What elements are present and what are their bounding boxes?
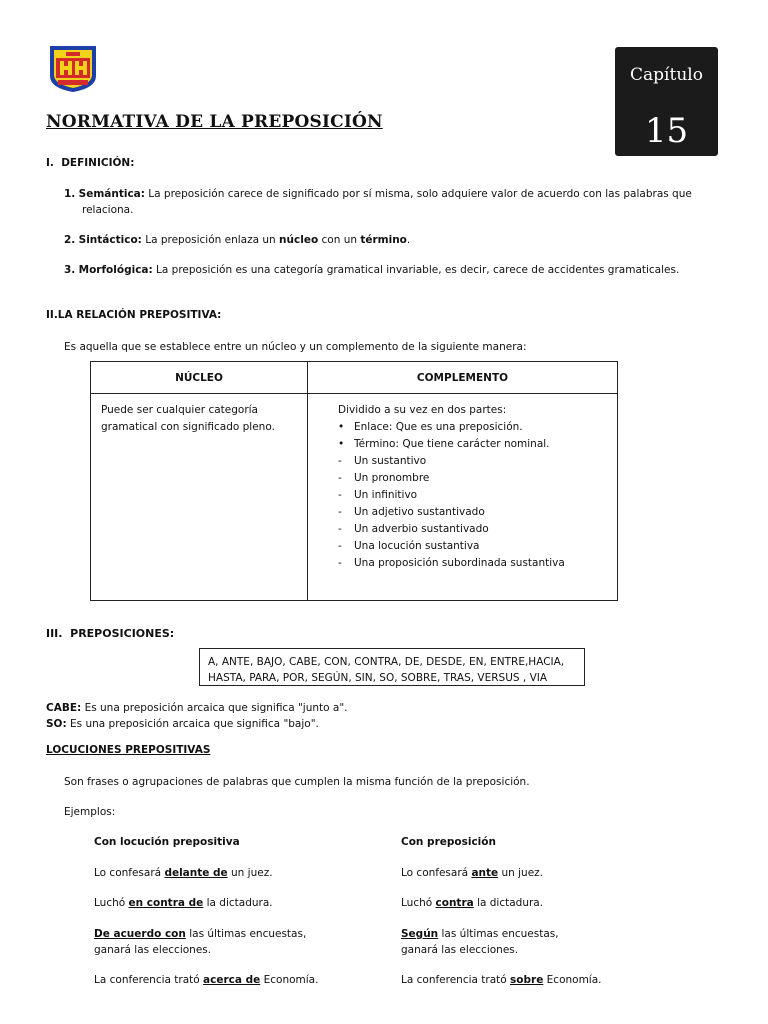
example-left-2: Luchó en contra de la dictadura. xyxy=(94,897,273,909)
table-header-complemento: COMPLEMENTO xyxy=(308,362,618,394)
definition-item-2: 2. Sintáctico: La preposición enlaza un núcleo con un término. xyxy=(64,234,411,246)
prepositions-list-box: A, ANTE, BAJO, CABE, CON, CONTRA, DE, DESDE, EN, ENTRE,HACIA, HASTA, PARA, POR, SEGÚN, SIN, SO, SOBRE, TRAS, VERSUS , VIA xyxy=(199,648,585,686)
list-item: - Un adverbio sustantivado xyxy=(338,523,489,535)
page-title: NORMATIVA DE LA PREPOSICIÓN xyxy=(46,112,383,132)
section-1-heading xyxy=(46,157,134,169)
list-item: • Término: Que tiene carácter nominal. xyxy=(338,438,550,450)
list-item: - Un infinitivo xyxy=(338,489,418,501)
example-right-4: La conferencia trató sobre Economía. xyxy=(401,974,602,986)
definition-item-1-cont: relaciona. xyxy=(82,204,134,216)
locuciones-intro: Son frases o agrupaciones de palabras que cumplen la misma función de la preposición. xyxy=(64,776,530,788)
list-item: - Una proposición subordinada sustantiva xyxy=(338,557,565,569)
complemento-cell: Dividido a su vez en dos partes: • Enlace: Que es una preposición. • Término: Que tiene carácter nominal. - Un sustantivo - Un pronombre - Un infinitivo - Un adjetivo sustantivado - Un adverbio sustantivado - Una locución sustantiva - Una proposición subordinada sustantiva xyxy=(308,394,618,601)
example-left-3-cont: ganará las elecciones. xyxy=(94,944,212,956)
chapter-badge xyxy=(615,47,718,156)
section-1-number: I. xyxy=(46,157,54,169)
section-1-title: DEFINICIÓN: xyxy=(61,157,135,169)
note-so: SO: Es una preposición arcaica que significa "bajo". xyxy=(46,718,319,730)
definition-label: Sintáctico: xyxy=(78,234,142,246)
col-header-preposicion: Con preposición xyxy=(401,836,496,848)
example-right-3: Según las últimas encuestas, xyxy=(401,928,559,940)
list-item: - Una locución sustantiva xyxy=(338,540,480,552)
list-item: - Un adjetivo sustantivado xyxy=(338,506,485,518)
definition-item-1: 1. Semántica: La preposición carece de significado por sí misma, solo adquiere valor de acuerdo con las palabras que xyxy=(64,188,692,200)
col-header-locucion: Con locución prepositiva xyxy=(94,836,240,848)
definition-item-3: 3. Morfológica: La preposición es una categoría gramatical invariable, es decir, carece de accidentes gramaticales. xyxy=(64,264,680,276)
note-cabe: CABE: Es una preposición arcaica que significa "junto a". xyxy=(46,702,348,714)
example-right-2: Luchó contra la dictadura. xyxy=(401,897,544,909)
table-header-nucleo: NÚCLEO xyxy=(91,362,308,394)
example-right-1: Lo confesará ante un juez. xyxy=(401,867,544,879)
section-2-intro: Es aquella que se establece entre un núcleo y un complemento de la siguiente manera: xyxy=(64,341,527,353)
ejemplos-label: Ejemplos: xyxy=(64,806,116,818)
nucleo-cell: Puede ser cualquier categoría gramatical con significado pleno. xyxy=(91,394,308,601)
example-right-3-cont: ganará las elecciones. xyxy=(401,944,519,956)
school-logo xyxy=(46,42,100,94)
list-item: • Enlace: Que es una preposición. xyxy=(338,421,523,433)
example-left-4: La conferencia trató acerca de Economía. xyxy=(94,974,319,986)
definition-label: Morfológica: xyxy=(78,264,153,276)
list-item: - Un sustantivo xyxy=(338,455,427,467)
chapter-label: Capítulo xyxy=(630,65,703,85)
list-item: - Un pronombre xyxy=(338,472,430,484)
relation-table xyxy=(90,361,618,601)
definition-label: Semántica: xyxy=(78,188,145,200)
example-left-1: Lo confesará delante de un juez. xyxy=(94,867,273,879)
section-3-heading: III. PREPOSICIONES: xyxy=(46,627,175,640)
section-2-heading: II.LA RELACIÓN PREPOSITIVA: xyxy=(46,309,222,321)
example-left-3: De acuerdo con las últimas encuestas, xyxy=(94,928,307,940)
chapter-number: 15 xyxy=(644,111,689,151)
locuciones-heading: LOCUCIONES PREPOSITIVAS xyxy=(46,744,211,756)
